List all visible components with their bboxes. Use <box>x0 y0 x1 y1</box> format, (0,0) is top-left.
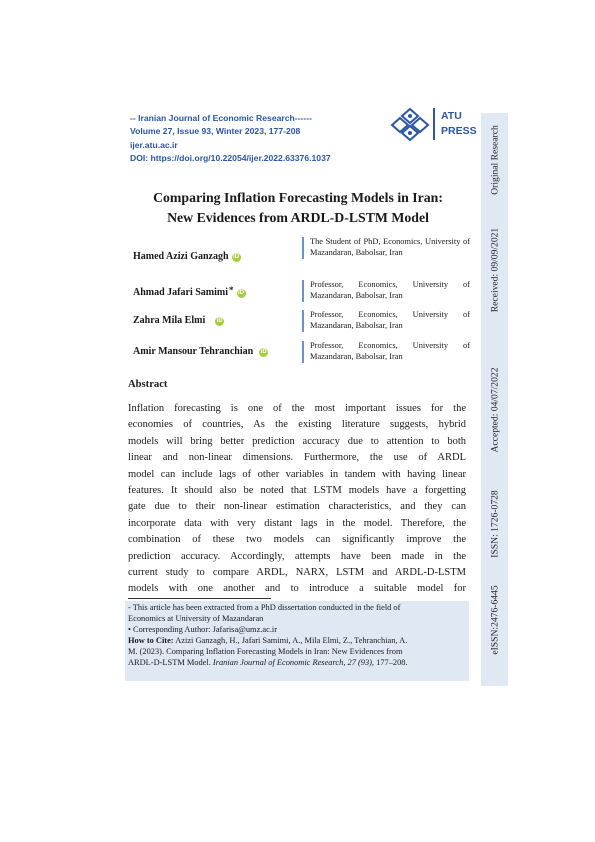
footnote-rule <box>128 598 271 599</box>
extraction-note-line2: Economics at University of Mazandaran <box>128 613 264 623</box>
citation-line1 <box>128 636 466 647</box>
orcid-icon[interactable]: iD <box>260 349 267 355</box>
abstract-line: models will bring better prediction accuracy due to attention to both <box>128 435 466 447</box>
paper-title-line2: New Evidences from ARDL-D-LSTM Model <box>167 209 429 225</box>
journal-name: -- Iranian Journal of Economic Research------ <box>130 113 312 123</box>
affiliation-4: Professor, Economics, University of Mazandaran, Babolsar, Iran <box>302 341 470 363</box>
affiliation-1: The Student of PhD, Economics, University of Mazandaran, Babolsar, Iran <box>302 237 470 259</box>
abstract-line: model can include lags of other variables in tandem with having linear <box>128 468 466 480</box>
author-name: Ahmad Jafari Samimi <box>133 287 228 298</box>
abstract-line: prediction accuracy. Accordingly, attempts have been made in the <box>128 550 466 562</box>
author-1 <box>133 251 241 262</box>
publisher-line1: ATU <box>441 110 462 122</box>
citation-pages: 177–208. <box>374 657 408 667</box>
citation-line2: M. (2023). Comparing Inflation Forecasting Models in Iran: New Evidences from <box>128 646 403 656</box>
paper-title-line1: Comparing Inflation Forecasting Models in Iran: <box>153 190 443 205</box>
corresponding-author: • Corresponding Author: Jafarisa@umz.ac.ir <box>128 624 278 634</box>
issn: ISSN: 1726-0728 <box>489 490 500 558</box>
abstract-line: linear and non-linear dimensions. Furthermore, the use of ARDL <box>128 452 466 464</box>
abstract-line: gate due to their non-linear estimation characteristics, and they can <box>128 501 466 513</box>
affiliation-2: Professor, Economics, University of Mazandaran, Babolsar, Iran <box>302 280 470 302</box>
extraction-note-line1: - This article has been extracted from a PhD dissertation conducted in the field of <box>128 603 401 612</box>
abstract-line: current study to compare ARDL, NARX, LSTM and ARDL-D-LSTM <box>128 566 466 578</box>
citation-journal: Iranian Journal of Economic Research, 27 (93), <box>212 657 375 667</box>
paper-title <box>128 188 468 227</box>
article-info-sidebar <box>481 113 508 686</box>
citation-title-end: ARDL-D-LSTM Model. <box>128 657 213 667</box>
footnotes-box <box>125 601 469 681</box>
accepted-date: Accepted: 04/07/2022 <box>489 367 500 453</box>
author-2 <box>133 285 246 298</box>
author-3 <box>133 315 224 326</box>
publisher-logo <box>389 106 479 142</box>
article-type: Original Research <box>489 125 500 195</box>
cite-label: How to Cite: <box>128 635 174 645</box>
author-name: Zahra Mila Elmi <box>133 315 206 326</box>
journal-volume: Volume 27, Issue 93, Winter 2023, 177-208 <box>130 126 301 137</box>
orcid-icon[interactable]: iD <box>216 318 223 324</box>
abstract-line: economies of countries, As the existing literature suggests, hybrid <box>128 419 466 431</box>
abstract-line: features. It should also be noted that LSTM models have a forgetting <box>128 484 466 496</box>
abstract-line: incorporate data with very distant lags in the model. Therefore, the <box>128 517 466 529</box>
abstract-line: combination of these two models can significantly improve the <box>128 534 466 546</box>
citation-text: Azizi Ganzagh, H., Jafari Samimi, A., Mila Elmi, Z., Tehranchian, A. <box>173 635 408 645</box>
atu-emblem-icon <box>389 106 431 142</box>
abstract-heading: Abstract <box>128 379 168 390</box>
journal-website[interactable]: ijer.atu.ac.ir <box>130 139 178 150</box>
abstract-body <box>128 401 466 598</box>
abstract-line: Inflation forecasting is one of the most important issues for the <box>128 403 466 414</box>
author-name: Amir Mansour Tehranchian <box>133 346 254 357</box>
citation-line3 <box>128 658 466 669</box>
orcid-icon[interactable]: iD <box>233 254 240 260</box>
author-name: Hamed Azizi Ganzagh <box>133 251 229 262</box>
corresponding-marker: * <box>229 285 234 295</box>
journal-header <box>130 112 331 166</box>
eissn: eISSN:2476-6445 <box>489 585 500 655</box>
orcid-icon[interactable]: iD <box>238 290 244 296</box>
author-4 <box>133 346 268 357</box>
publisher-line2: PRESS <box>441 124 477 137</box>
abstract-line: models with one another and to introduce a suitable model for <box>128 583 466 595</box>
publisher-name <box>441 109 477 138</box>
journal-doi[interactable]: DOI: https://doi.org/10.22054/ijer.2022.63376.1037 <box>130 153 331 164</box>
received-date: Received: 09/09/2021 <box>489 227 500 313</box>
affiliation-3: Professor, Economics, University of Mazandaran, Babolsar, Iran <box>302 310 470 332</box>
logo-divider <box>433 108 435 140</box>
